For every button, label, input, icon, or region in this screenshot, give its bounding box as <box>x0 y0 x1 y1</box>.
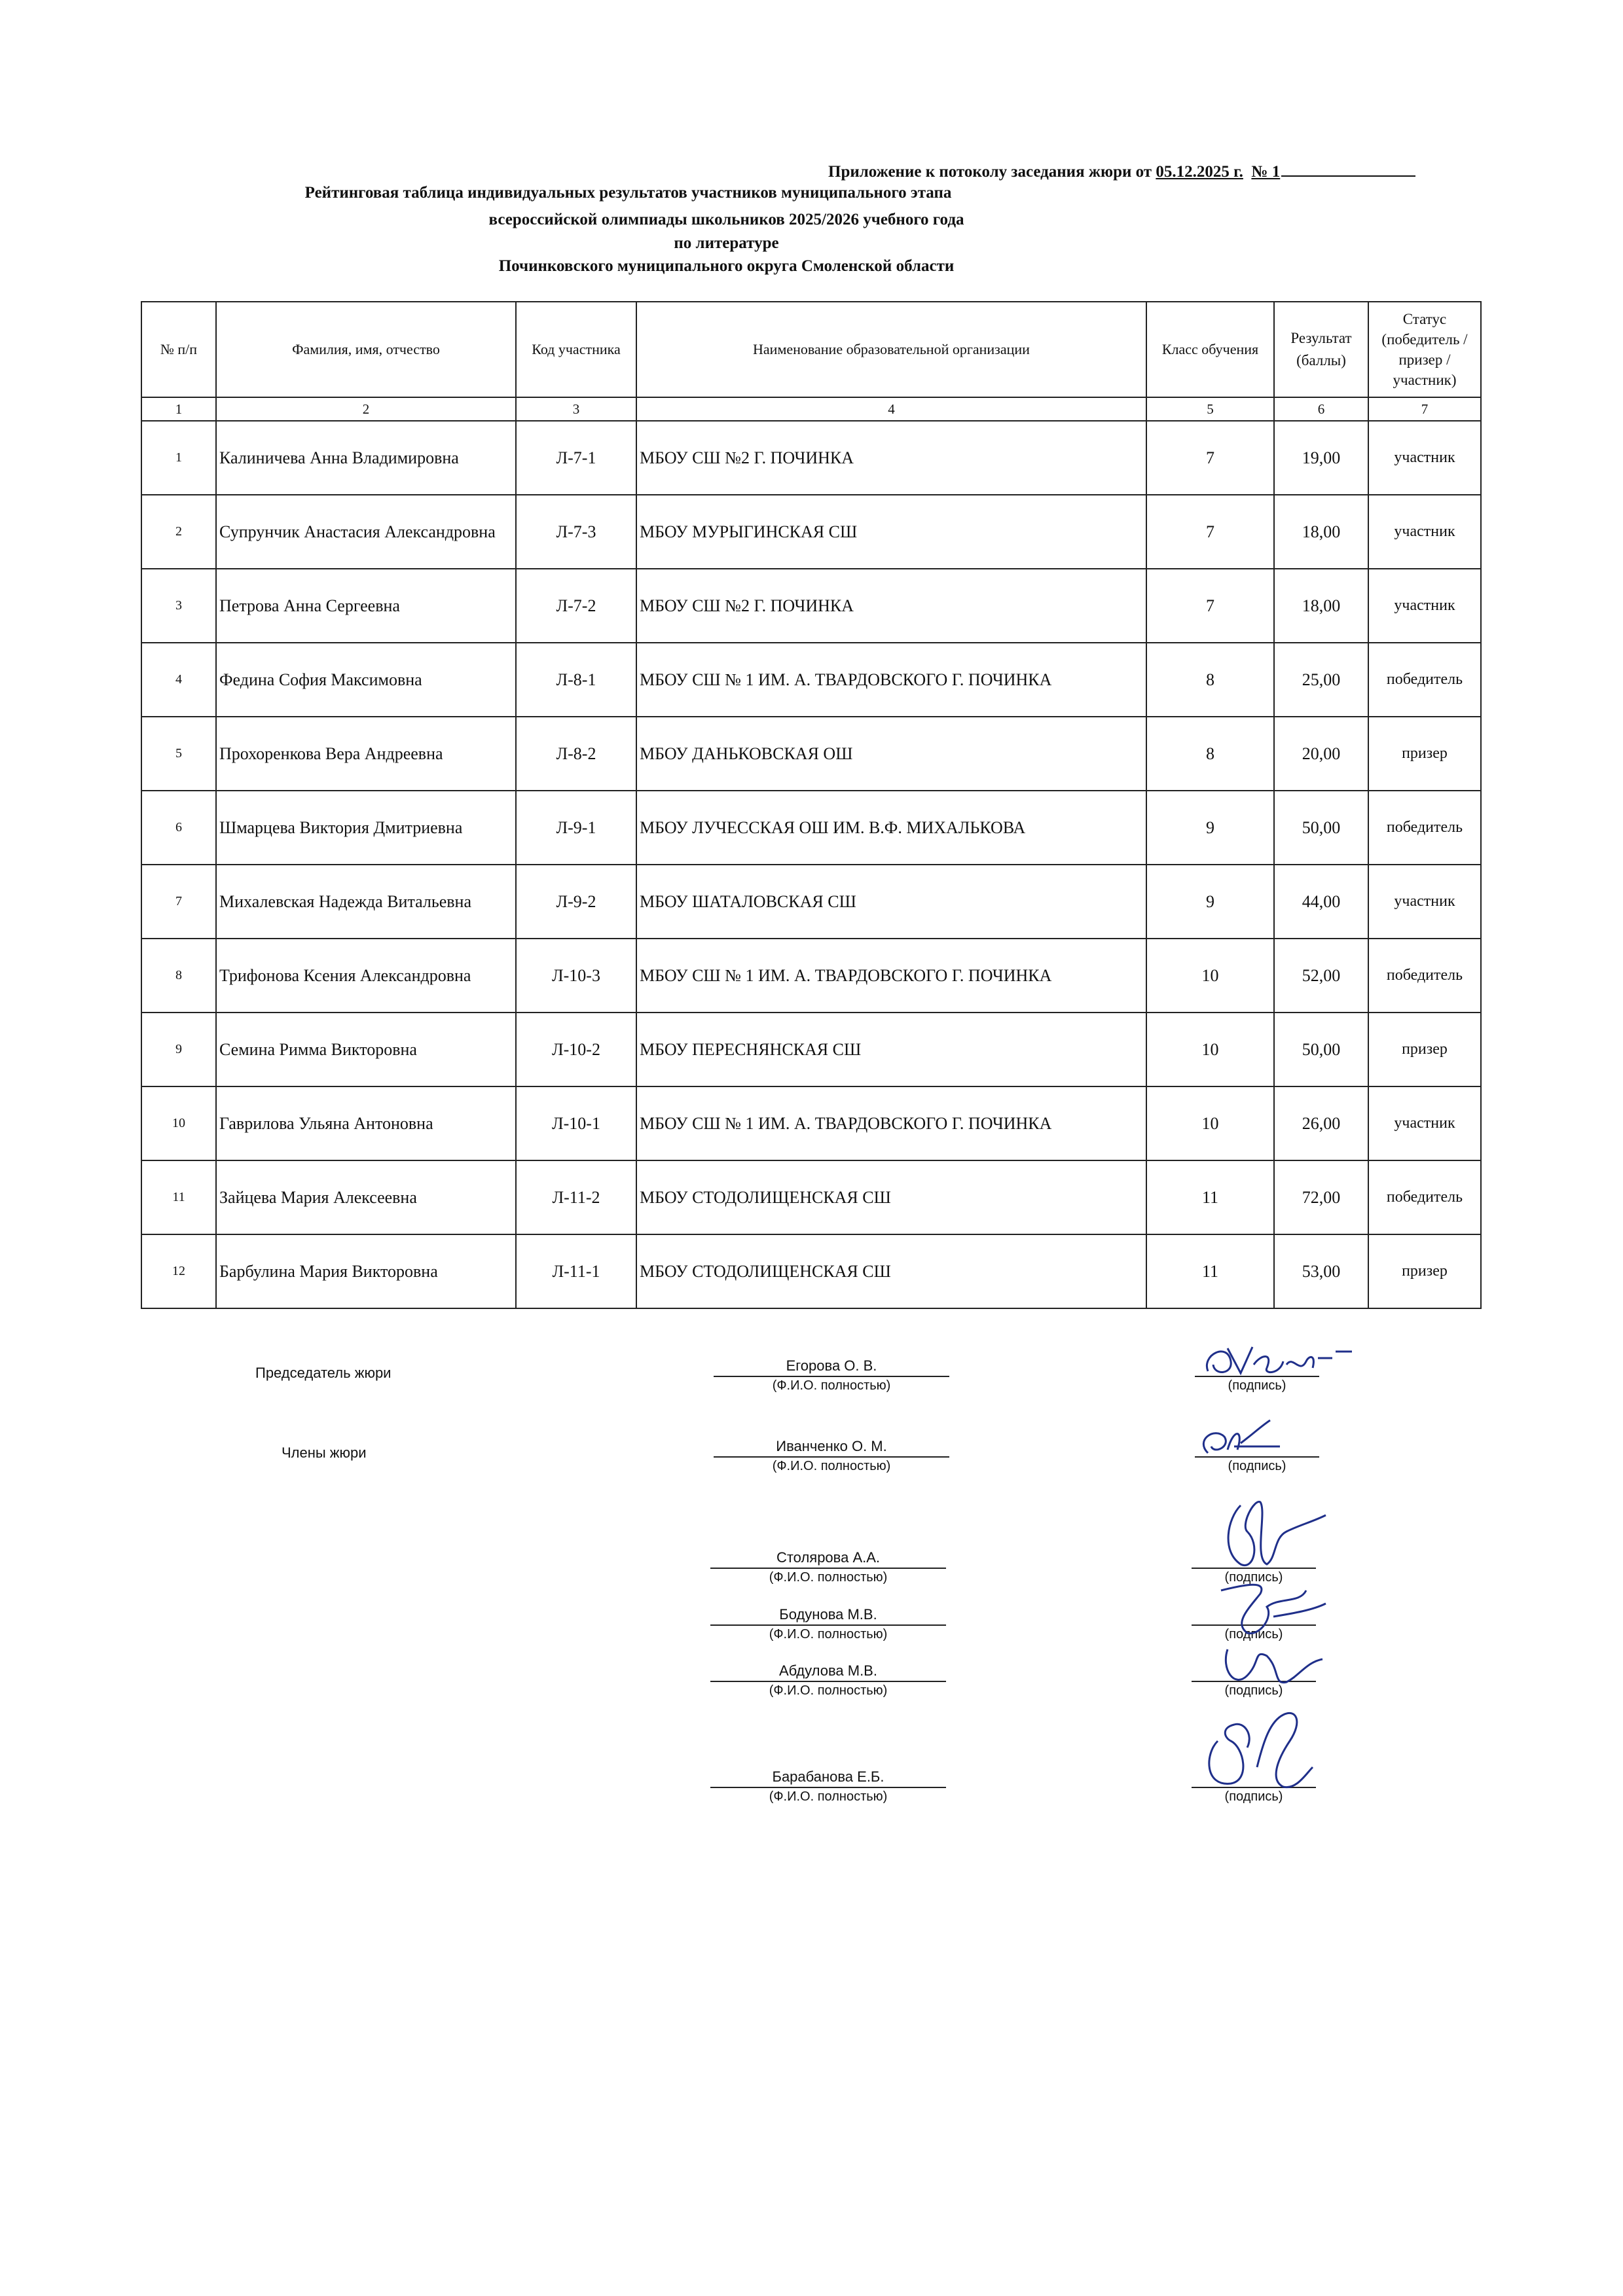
score: 18,00 <box>1274 569 1368 643</box>
sign-caption: (подпись) <box>1224 1570 1283 1585</box>
col-number: 6 <box>1274 397 1368 421</box>
table-row <box>141 495 1481 569</box>
col-header-org: Наименование образовательной организации <box>636 302 1146 397</box>
title-line-1: Рейтинговая таблица индивидуальных результатов участников муниципального этапа <box>304 184 952 202</box>
participant-name: Петрова Анна Сергеевна <box>216 569 516 643</box>
participant-name: Калиничева Анна Владимировна <box>216 421 516 495</box>
col-number: 7 <box>1368 397 1481 421</box>
school-name: МБОУ ЛУЧЕССКАЯ ОШ ИМ. В.Ф. МИХАЛЬКОВА <box>636 791 1146 865</box>
participant-code: Л-7-2 <box>516 569 636 643</box>
member-signature-scribble <box>1208 1636 1339 1695</box>
participant-name: Семина Римма Викторовна <box>216 1013 516 1086</box>
score: 18,00 <box>1274 495 1368 569</box>
participant-name: Федина София Максимовна <box>216 643 516 717</box>
participant-name: Гаврилова Ульяна Антоновна <box>216 1086 516 1160</box>
col-header-status: Статус (победитель / призер / участник) <box>1368 302 1481 397</box>
sign-caption: (подпись) <box>1224 1789 1283 1804</box>
title-line-4: Починковского муниципального округа Смоленской области <box>498 257 955 275</box>
score: 19,00 <box>1274 421 1368 495</box>
row-number: 9 <box>141 1013 216 1086</box>
fio-caption: (Ф.И.О. полностью) <box>769 1570 888 1585</box>
row-number: 1 <box>141 421 216 495</box>
score: 50,00 <box>1274 791 1368 865</box>
row-number: 10 <box>141 1086 216 1160</box>
title-line-3: по литературе <box>674 234 779 252</box>
participant-name: Прохоренкова Вера Андреевна <box>216 717 516 791</box>
participant-name: Трифонова Ксения Александровна <box>216 939 516 1013</box>
status: победитель <box>1368 1160 1481 1234</box>
member-signature-scribble <box>1192 1702 1322 1800</box>
school-name: МБОУ СШ № 1 ИМ. А. ТВАРДОВСКОГО Г. ПОЧИНКА <box>636 1086 1146 1160</box>
status: призер <box>1368 1013 1481 1086</box>
participant-code: Л-7-3 <box>516 495 636 569</box>
member-signature-scribble <box>1214 1492 1345 1577</box>
member-fio <box>710 1767 946 1805</box>
participant-code: Л-10-2 <box>516 1013 636 1086</box>
sign-caption: (подпись) <box>1224 1683 1283 1698</box>
table-row <box>141 865 1481 939</box>
table-row <box>141 717 1481 791</box>
fio-caption: (Ф.И.О. полностью) <box>769 1789 888 1804</box>
member-signature-scribble <box>1195 1414 1286 1466</box>
row-number: 12 <box>141 1234 216 1308</box>
sign-caption: (подпись) <box>1228 1459 1286 1473</box>
score: 25,00 <box>1274 643 1368 717</box>
school-name: МБОУ СШ № 1 ИМ. А. ТВАРДОВСКОГО Г. ПОЧИНКА <box>636 643 1146 717</box>
col-number: 4 <box>636 397 1146 421</box>
participant-code: Л-11-2 <box>516 1160 636 1234</box>
participant-name: Зайцева Мария Алексеевна <box>216 1160 516 1234</box>
grade: 10 <box>1146 939 1274 1013</box>
school-name: МБОУ МУРЫГИНСКАЯ СШ <box>636 495 1146 569</box>
member-signature-scribble <box>1208 1571 1339 1643</box>
member-name: Бодунова М.В. <box>710 1605 946 1626</box>
participant-code: Л-10-3 <box>516 939 636 1013</box>
grade: 8 <box>1146 643 1274 717</box>
school-name: МБОУ ШАТАЛОВСКАЯ СШ <box>636 865 1146 939</box>
col-header-grade: Класс обучения <box>1146 302 1274 397</box>
appendix-prefix: Приложение к потоколу заседания жюри от <box>828 163 1156 181</box>
chair-signature-scribble <box>1201 1335 1359 1388</box>
grade: 8 <box>1146 717 1274 791</box>
fio-caption: (Ф.И.О. полностью) <box>772 1459 891 1473</box>
appendix-number: № 1 <box>1251 163 1281 181</box>
status: победитель <box>1368 791 1481 865</box>
status: участник <box>1368 865 1481 939</box>
appendix-line <box>828 161 1415 181</box>
member-fio <box>710 1548 946 1586</box>
fio-caption: (Ф.И.О. полностью) <box>772 1378 891 1393</box>
table-row <box>141 1234 1481 1308</box>
school-name: МБОУ СШ № 1 ИМ. А. ТВАРДОВСКОГО Г. ПОЧИНКА <box>636 939 1146 1013</box>
member-fio <box>710 1605 946 1643</box>
chair-name: Егорова О. В. <box>714 1356 949 1377</box>
score: 44,00 <box>1274 865 1368 939</box>
status: призер <box>1368 717 1481 791</box>
score: 50,00 <box>1274 1013 1368 1086</box>
participant-code: Л-10-1 <box>516 1086 636 1160</box>
col-header-score: Результат (баллы) <box>1274 302 1368 397</box>
status: призер <box>1368 1234 1481 1308</box>
participant-code: Л-11-1 <box>516 1234 636 1308</box>
member-name: Барабанова Е.Б. <box>710 1767 946 1788</box>
participant-code: Л-8-1 <box>516 643 636 717</box>
col-number: 5 <box>1146 397 1274 421</box>
score: 20,00 <box>1274 717 1368 791</box>
table-header-row <box>141 302 1481 397</box>
score: 26,00 <box>1274 1086 1368 1160</box>
results-table <box>141 301 1482 1309</box>
participant-code: Л-9-2 <box>516 865 636 939</box>
row-number: 5 <box>141 717 216 791</box>
participant-name: Супрунчик Анастасия Александровна <box>216 495 516 569</box>
table-row <box>141 1013 1481 1086</box>
appendix-date: 05.12.2025 г. <box>1156 163 1243 181</box>
status: победитель <box>1368 643 1481 717</box>
grade: 11 <box>1146 1234 1274 1308</box>
school-name: МБОУ ПЕРЕСНЯНСКАЯ СШ <box>636 1013 1146 1086</box>
member-fio <box>714 1437 949 1475</box>
col-number: 2 <box>216 397 516 421</box>
school-name: МБОУ СТОДОЛИЩЕНСКАЯ СШ <box>636 1234 1146 1308</box>
member-name: Столярова А.А. <box>710 1548 946 1569</box>
member-fio <box>710 1661 946 1699</box>
grade: 9 <box>1146 865 1274 939</box>
participant-code: Л-9-1 <box>516 791 636 865</box>
chair-fio <box>714 1356 949 1394</box>
score: 72,00 <box>1274 1160 1368 1234</box>
grade: 10 <box>1146 1013 1274 1086</box>
status: участник <box>1368 569 1481 643</box>
members-label: Члены жюри <box>282 1444 367 1461</box>
status: победитель <box>1368 939 1481 1013</box>
row-number: 7 <box>141 865 216 939</box>
school-name: МБОУ СШ №2 Г. ПОЧИНКА <box>636 421 1146 495</box>
fio-caption: (Ф.И.О. полностью) <box>769 1683 888 1698</box>
table-row <box>141 791 1481 865</box>
col-header-code: Код участника <box>516 302 636 397</box>
grade: 10 <box>1146 1086 1274 1160</box>
table-row <box>141 569 1481 643</box>
sign-caption: (подпись) <box>1224 1627 1283 1641</box>
status: участник <box>1368 1086 1481 1160</box>
score: 52,00 <box>1274 939 1368 1013</box>
table-row <box>141 1086 1481 1160</box>
row-number: 8 <box>141 939 216 1013</box>
participant-code: Л-7-1 <box>516 421 636 495</box>
participant-code: Л-8-2 <box>516 717 636 791</box>
participant-name: Михалевская Надежда Витальевна <box>216 865 516 939</box>
row-number: 3 <box>141 569 216 643</box>
row-number: 2 <box>141 495 216 569</box>
school-name: МБОУ ДАНЬКОВСКАЯ ОШ <box>636 717 1146 791</box>
school-name: МБОУ СШ №2 Г. ПОЧИНКА <box>636 569 1146 643</box>
member-name: Абдулова М.В. <box>710 1661 946 1682</box>
score: 53,00 <box>1274 1234 1368 1308</box>
title-line-2: всероссийской олимпиады школьников 2025/2026 учебного года <box>488 211 964 228</box>
grade: 7 <box>1146 569 1274 643</box>
grade: 7 <box>1146 495 1274 569</box>
grade: 11 <box>1146 1160 1274 1234</box>
row-number: 4 <box>141 643 216 717</box>
col-number: 1 <box>141 397 216 421</box>
member-name: Иванченко О. М. <box>714 1437 949 1458</box>
grade: 7 <box>1146 421 1274 495</box>
sign-caption: (подпись) <box>1228 1378 1286 1393</box>
table-row <box>141 643 1481 717</box>
chair-label: Председатель жюри <box>255 1365 392 1381</box>
participant-name: Шмарцева Виктория Дмитриевна <box>216 791 516 865</box>
fio-caption: (Ф.И.О. полностью) <box>769 1627 888 1641</box>
column-numbers-row <box>141 397 1481 421</box>
participant-name: Барбулина Мария Викторовна <box>216 1234 516 1308</box>
col-number: 3 <box>516 397 636 421</box>
col-header-name: Фамилия, имя, отчество <box>216 302 516 397</box>
row-number: 6 <box>141 791 216 865</box>
table-row <box>141 421 1481 495</box>
status: участник <box>1368 421 1481 495</box>
table-row <box>141 939 1481 1013</box>
table-row <box>141 1160 1481 1234</box>
col-header-num: № п/п <box>141 302 216 397</box>
school-name: МБОУ СТОДОЛИЩЕНСКАЯ СШ <box>636 1160 1146 1234</box>
grade: 9 <box>1146 791 1274 865</box>
row-number: 11 <box>141 1160 216 1234</box>
status: участник <box>1368 495 1481 569</box>
